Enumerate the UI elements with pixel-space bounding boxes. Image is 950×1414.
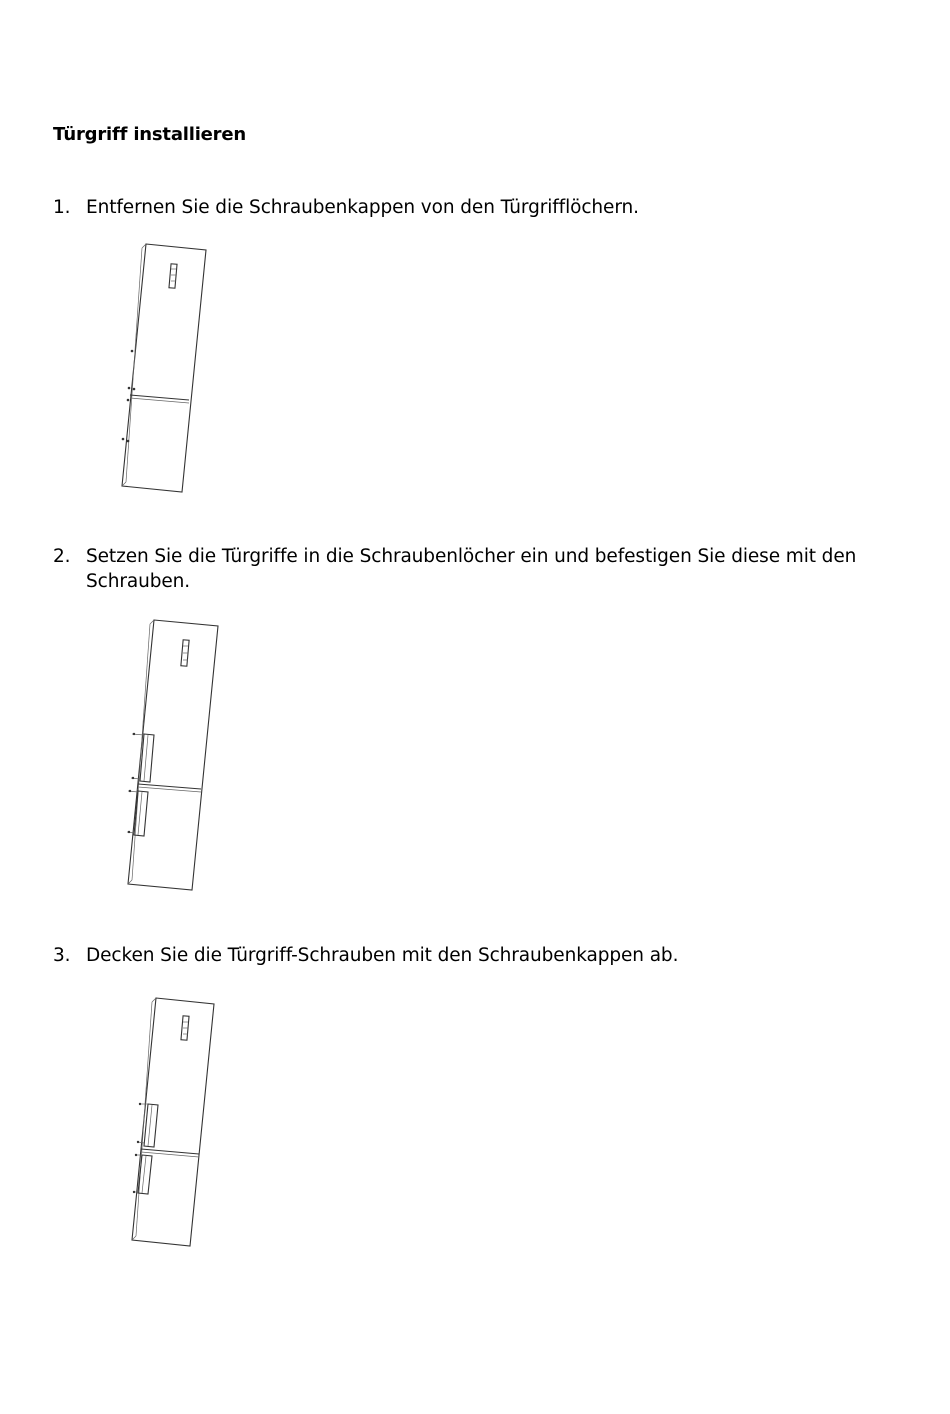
- step-text: Setzen Sie die Türgriffe in die Schraubenlöcher ein und befestigen Sie diese mit den Schrauben.: [86, 546, 857, 592]
- step-text: Entfernen Sie die Schraubenkappen von den Türgrifflöchern.: [86, 197, 639, 218]
- step-text: Decken Sie die Türgriff-Schrauben mit den Schraubenkappen ab.: [86, 945, 679, 966]
- step-3: [53, 943, 913, 968]
- fridge-illustration-screw-caps-removed: [118, 240, 218, 495]
- section-heading: Türgriff installieren: [53, 124, 246, 145]
- step-number: 1.: [53, 197, 71, 218]
- step-number: 3.: [53, 945, 71, 966]
- fridge-illustration-handles-attached: [122, 616, 227, 894]
- step-2: [53, 544, 913, 594]
- step-1: [53, 195, 913, 220]
- step-number: 2.: [53, 546, 71, 567]
- fridge-illustration-screw-caps-covered: [126, 994, 226, 1250]
